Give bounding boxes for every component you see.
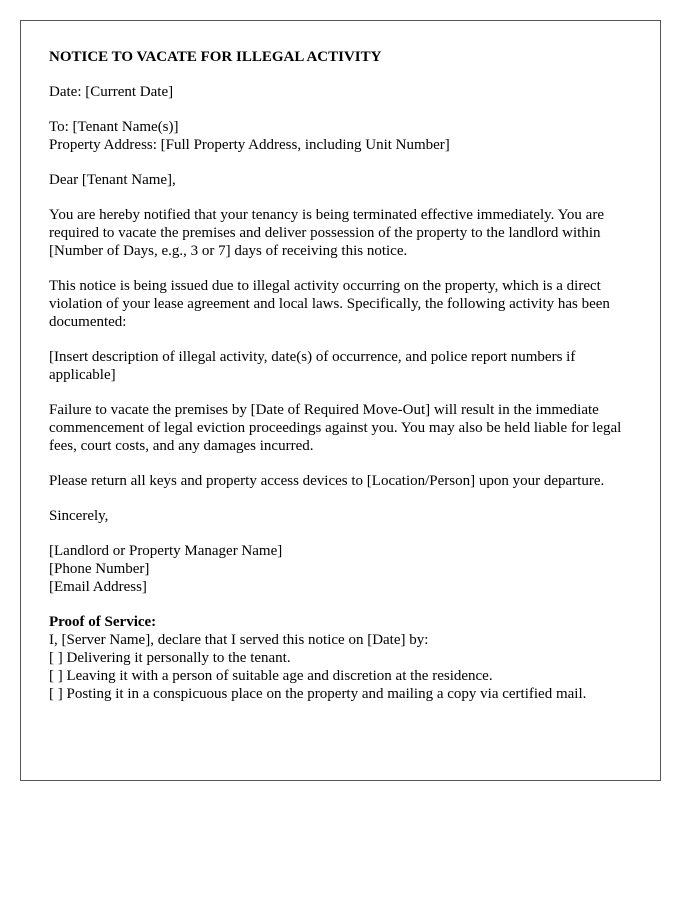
proof-title: Proof of Service: [49,614,157,630]
notice-document [20,20,661,781]
signature-phone: [Phone Number] [49,561,150,577]
closing: Sincerely, [49,508,109,524]
to-line: To: [Tenant Name(s)] [49,119,179,135]
paragraph-reason: This notice is being issued due to illegal activity occurring on the property, which is a direct violation of your lease agreement and local laws. Specifically, the following activity has been documented: [49,278,610,330]
recipient-block [49,118,632,154]
proof-of-service [49,613,632,703]
paragraph-description: [Insert description of illegal activity, date(s) of occurrence, and police report numbers if applicable] [49,349,576,383]
proof-declaration: I, [Server Name], declare that I served this notice on [Date] by: [49,632,429,648]
document-title: NOTICE TO VACATE FOR ILLEGAL ACTIVITY [49,49,382,65]
paragraph-consequences: Failure to vacate the premises by [Date of Required Move-Out] will result in the immediate commencement of legal eviction proceedings against you. You may also be held liable for legal fees, court costs, and any damages incurred. [49,402,622,454]
proof-option-residence: [ ] Leaving it with a person of suitable age and discretion at the residence. [49,668,493,684]
address-line: Property Address: [Full Property Address, including Unit Number] [49,137,450,153]
paragraph-termination: You are hereby notified that your tenancy is being terminated effective immediately. You are required to vacate the premises and deliver possession of the property to the landlord within [Number of Days, e.g., 3 or 7] days of receiving this notice. [49,207,604,259]
signature-block [49,542,632,596]
signature-email: [Email Address] [49,579,147,595]
proof-option-personal: [ ] Delivering it personally to the tenant. [49,650,291,666]
proof-option-posting: [ ] Posting it in a conspicuous place on the property and mailing a copy via certified mail. [49,686,587,702]
date-line: Date: [Current Date] [49,84,174,100]
signature-name: [Landlord or Property Manager Name] [49,543,283,559]
salutation: Dear [Tenant Name], [49,172,176,188]
paragraph-keys: Please return all keys and property access devices to [Location/Person] upon your departure. [49,473,605,489]
